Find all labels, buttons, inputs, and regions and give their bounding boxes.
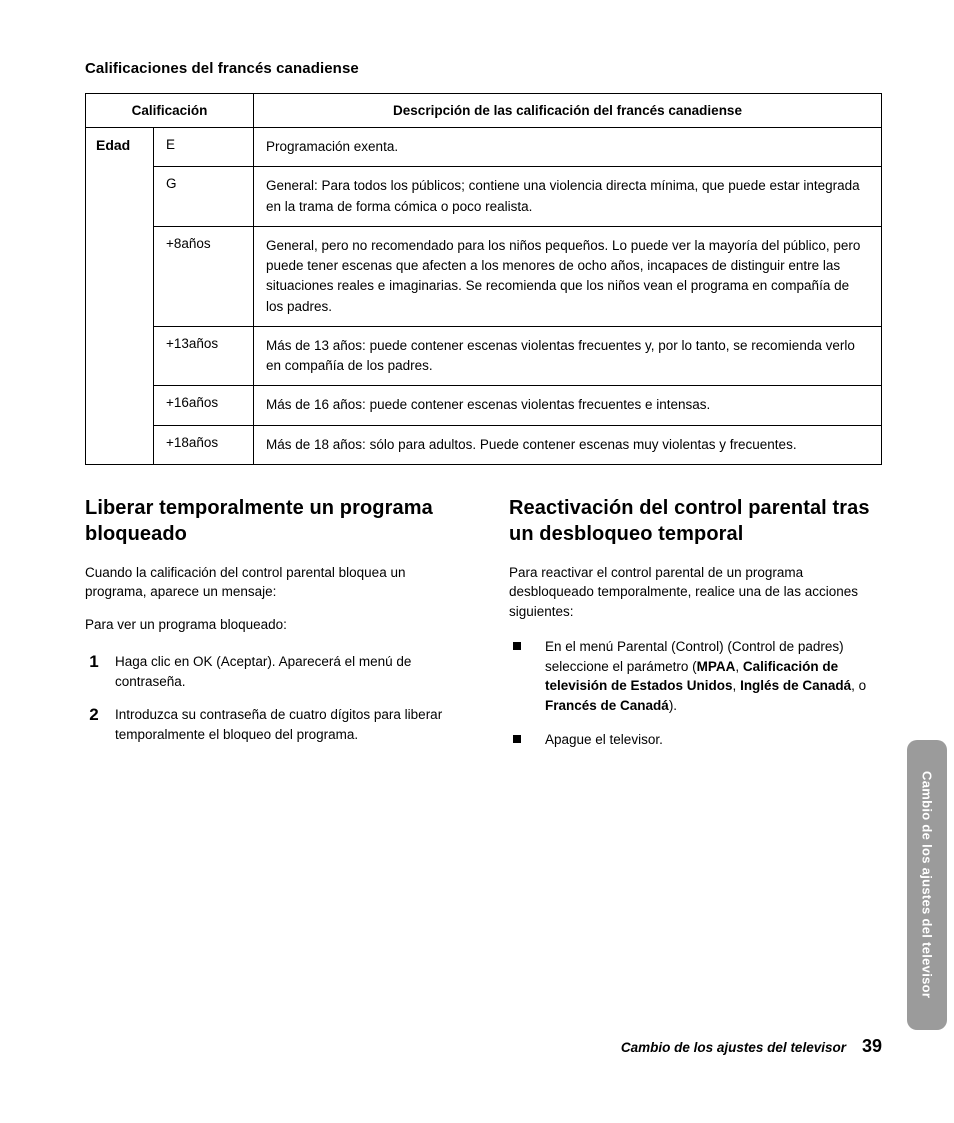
bullet-square-icon [513, 642, 521, 650]
section-heading: Calificaciones del francés canadiense [85, 60, 359, 77]
table-row [86, 386, 882, 425]
step-number: 2 [89, 705, 99, 725]
row-group-label-edad: Edad [86, 128, 154, 465]
step-item [85, 652, 457, 691]
rating-description: General, pero no recomendado para los niños pequeños. Lo puede ver la mayoría del público, pero puede tener escenas que afecten a los menores de ocho años, incapaces de distinguir entre las situaciones reales e imaginarias. Se recomienda que los niños vean el programa en compañía de los padres. [254, 226, 882, 326]
bullet-square-icon [513, 735, 521, 743]
bullet-item [509, 730, 881, 750]
step-text: Haga clic en OK (Aceptar). Aparecerá el menú de contraseña. [115, 654, 412, 689]
rating-description: Más de 16 años: puede contener escenas violentas frecuentes e intensas. [254, 386, 882, 425]
table-row [86, 128, 882, 167]
bullet-item [509, 637, 881, 715]
rating-code: +8años [154, 226, 254, 326]
table-header-row [86, 94, 882, 128]
step-number: 1 [89, 652, 99, 672]
chapter-side-tab-label: Cambio de los ajustes del televisor [919, 771, 935, 999]
left-column [85, 495, 457, 765]
rating-code: +13años [154, 326, 254, 386]
right-column [509, 495, 881, 765]
rating-description: Más de 13 años: puede contener escenas violentas frecuentes y, por lo tanto, se recomienda verlo en compañía de los padres. [254, 326, 882, 386]
rating-description: General: Para todos los públicos; contiene una violencia directa mínima, que puede estar integrada en la trama de forma cómica o poco realista. [254, 167, 882, 227]
bullet-list [509, 637, 881, 750]
bullet-text: Apague el televisor. [545, 732, 663, 748]
table-row [86, 326, 882, 386]
page-content [85, 60, 882, 765]
step-item [85, 705, 457, 744]
table-row [86, 167, 882, 227]
numbered-steps [85, 652, 457, 744]
rating-description: Programación exenta. [254, 128, 882, 167]
right-column-heading: Reactivación del control parental tras un desbloqueo temporal [509, 496, 870, 546]
rating-code: E [154, 128, 254, 167]
paragraph: Para reactivar el control parental de un programa desbloqueado temporalmente, realice una de las acciones siguientes: [509, 564, 858, 619]
left-column-heading: Liberar temporalmente un programa bloqueado [85, 496, 433, 546]
rating-description: Más de 18 años: sólo para adultos. Puede contener escenas muy violentas y frecuentes. [254, 425, 882, 464]
bullet-text: En el menú Parental (Control) (Control de padres) seleccione el parámetro (MPAA, Calificación de televisión de Estados Unidos, Inglés de Canadá, o Francés de Canadá). [545, 639, 867, 713]
ratings-table [85, 93, 882, 465]
chapter-side-tab [907, 740, 947, 1030]
table-header-calificacion: Calificación [86, 94, 254, 128]
two-column-section [85, 495, 882, 765]
rating-code: +18años [154, 425, 254, 464]
page-footer [621, 1036, 882, 1057]
rating-code: G [154, 167, 254, 227]
rating-code: +16años [154, 386, 254, 425]
table-row [86, 425, 882, 464]
table-row [86, 226, 882, 326]
paragraph: Cuando la calificación del control parental bloquea un programa, aparece un mensaje: [85, 564, 406, 600]
table-header-descripcion: Descripción de las calificación del francés canadiense [254, 94, 882, 128]
footer-chapter-title: Cambio de los ajustes del televisor [620, 1040, 846, 1055]
step-text: Introduzca su contraseña de cuatro dígitos para liberar temporalmente el bloqueo del programa. [115, 707, 443, 742]
footer-page-number: 39 [861, 1036, 882, 1056]
paragraph: Para ver un programa bloqueado: [85, 616, 287, 632]
